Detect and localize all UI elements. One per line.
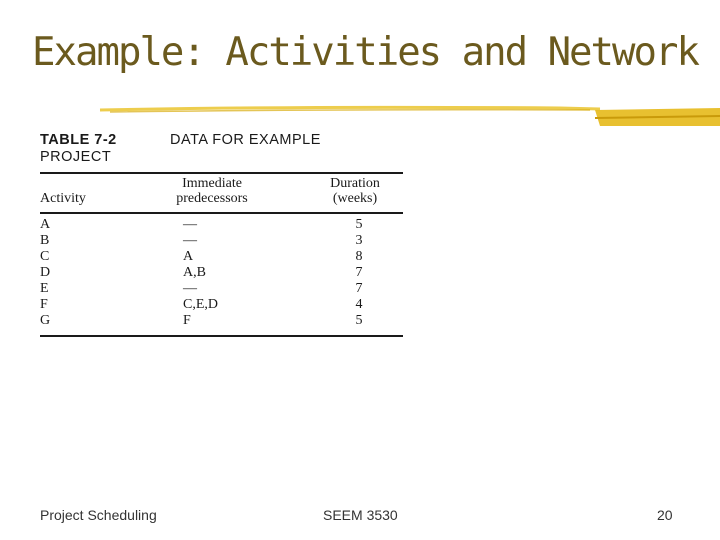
cell-duration: 8 — [355, 249, 363, 264]
cell-predecessors: C,E,D — [183, 297, 218, 312]
table-row — [40, 233, 410, 249]
footer-course-code: SEEM 3530 — [323, 507, 398, 523]
cell-duration: 4 — [355, 297, 363, 312]
table-row — [40, 265, 410, 281]
table-caption — [40, 132, 321, 166]
header-predecessors — [152, 176, 272, 206]
table-caption-sub: PROJECT — [40, 149, 112, 165]
cell-duration: 3 — [355, 233, 363, 248]
cell-activity: G — [40, 313, 51, 328]
table-row — [40, 297, 410, 313]
cell-activity: B — [40, 233, 50, 248]
cell-duration: 7 — [355, 265, 363, 280]
header-predecessors-line1: Immediate — [182, 176, 242, 191]
table-top-rule — [40, 172, 403, 174]
cell-duration: 5 — [355, 313, 363, 328]
header-activity: Activity — [40, 191, 86, 206]
cell-activity: F — [40, 297, 48, 312]
table-header-rule — [40, 212, 403, 214]
cell-duration: 5 — [355, 217, 363, 232]
table-row — [40, 313, 410, 329]
cell-predecessors: F — [183, 313, 191, 328]
cell-activity: A — [40, 217, 51, 232]
cell-predecessors: — — [183, 233, 197, 248]
activity-table — [30, 130, 410, 345]
header-predecessors-line2: predecessors — [176, 191, 248, 206]
cell-predecessors: — — [183, 281, 197, 296]
table-row — [40, 217, 410, 233]
cell-activity: C — [40, 249, 50, 264]
table-row — [40, 249, 410, 265]
cell-activity: E — [40, 281, 49, 296]
table-number: TABLE 7-2 — [40, 132, 117, 148]
cell-predecessors: — — [183, 217, 197, 232]
cell-predecessors: A,B — [183, 265, 206, 280]
header-duration — [305, 176, 405, 206]
footer-course-topic: Project Scheduling — [40, 507, 157, 523]
cell-activity: D — [40, 265, 51, 280]
table-bottom-rule — [40, 335, 403, 337]
header-duration-line2: (weeks) — [332, 191, 378, 206]
footer-page-number: 20 — [657, 507, 673, 523]
table-body — [40, 217, 410, 329]
table-caption-text: DATA FOR EXAMPLE — [170, 132, 321, 148]
title-underline-decoration — [0, 96, 720, 132]
table-row — [40, 281, 410, 297]
cell-predecessors: A — [183, 249, 194, 264]
cell-duration: 7 — [355, 281, 363, 296]
header-duration-line1: Duration — [330, 176, 380, 191]
slide-title: Example: Activities and Network — [32, 30, 698, 75]
